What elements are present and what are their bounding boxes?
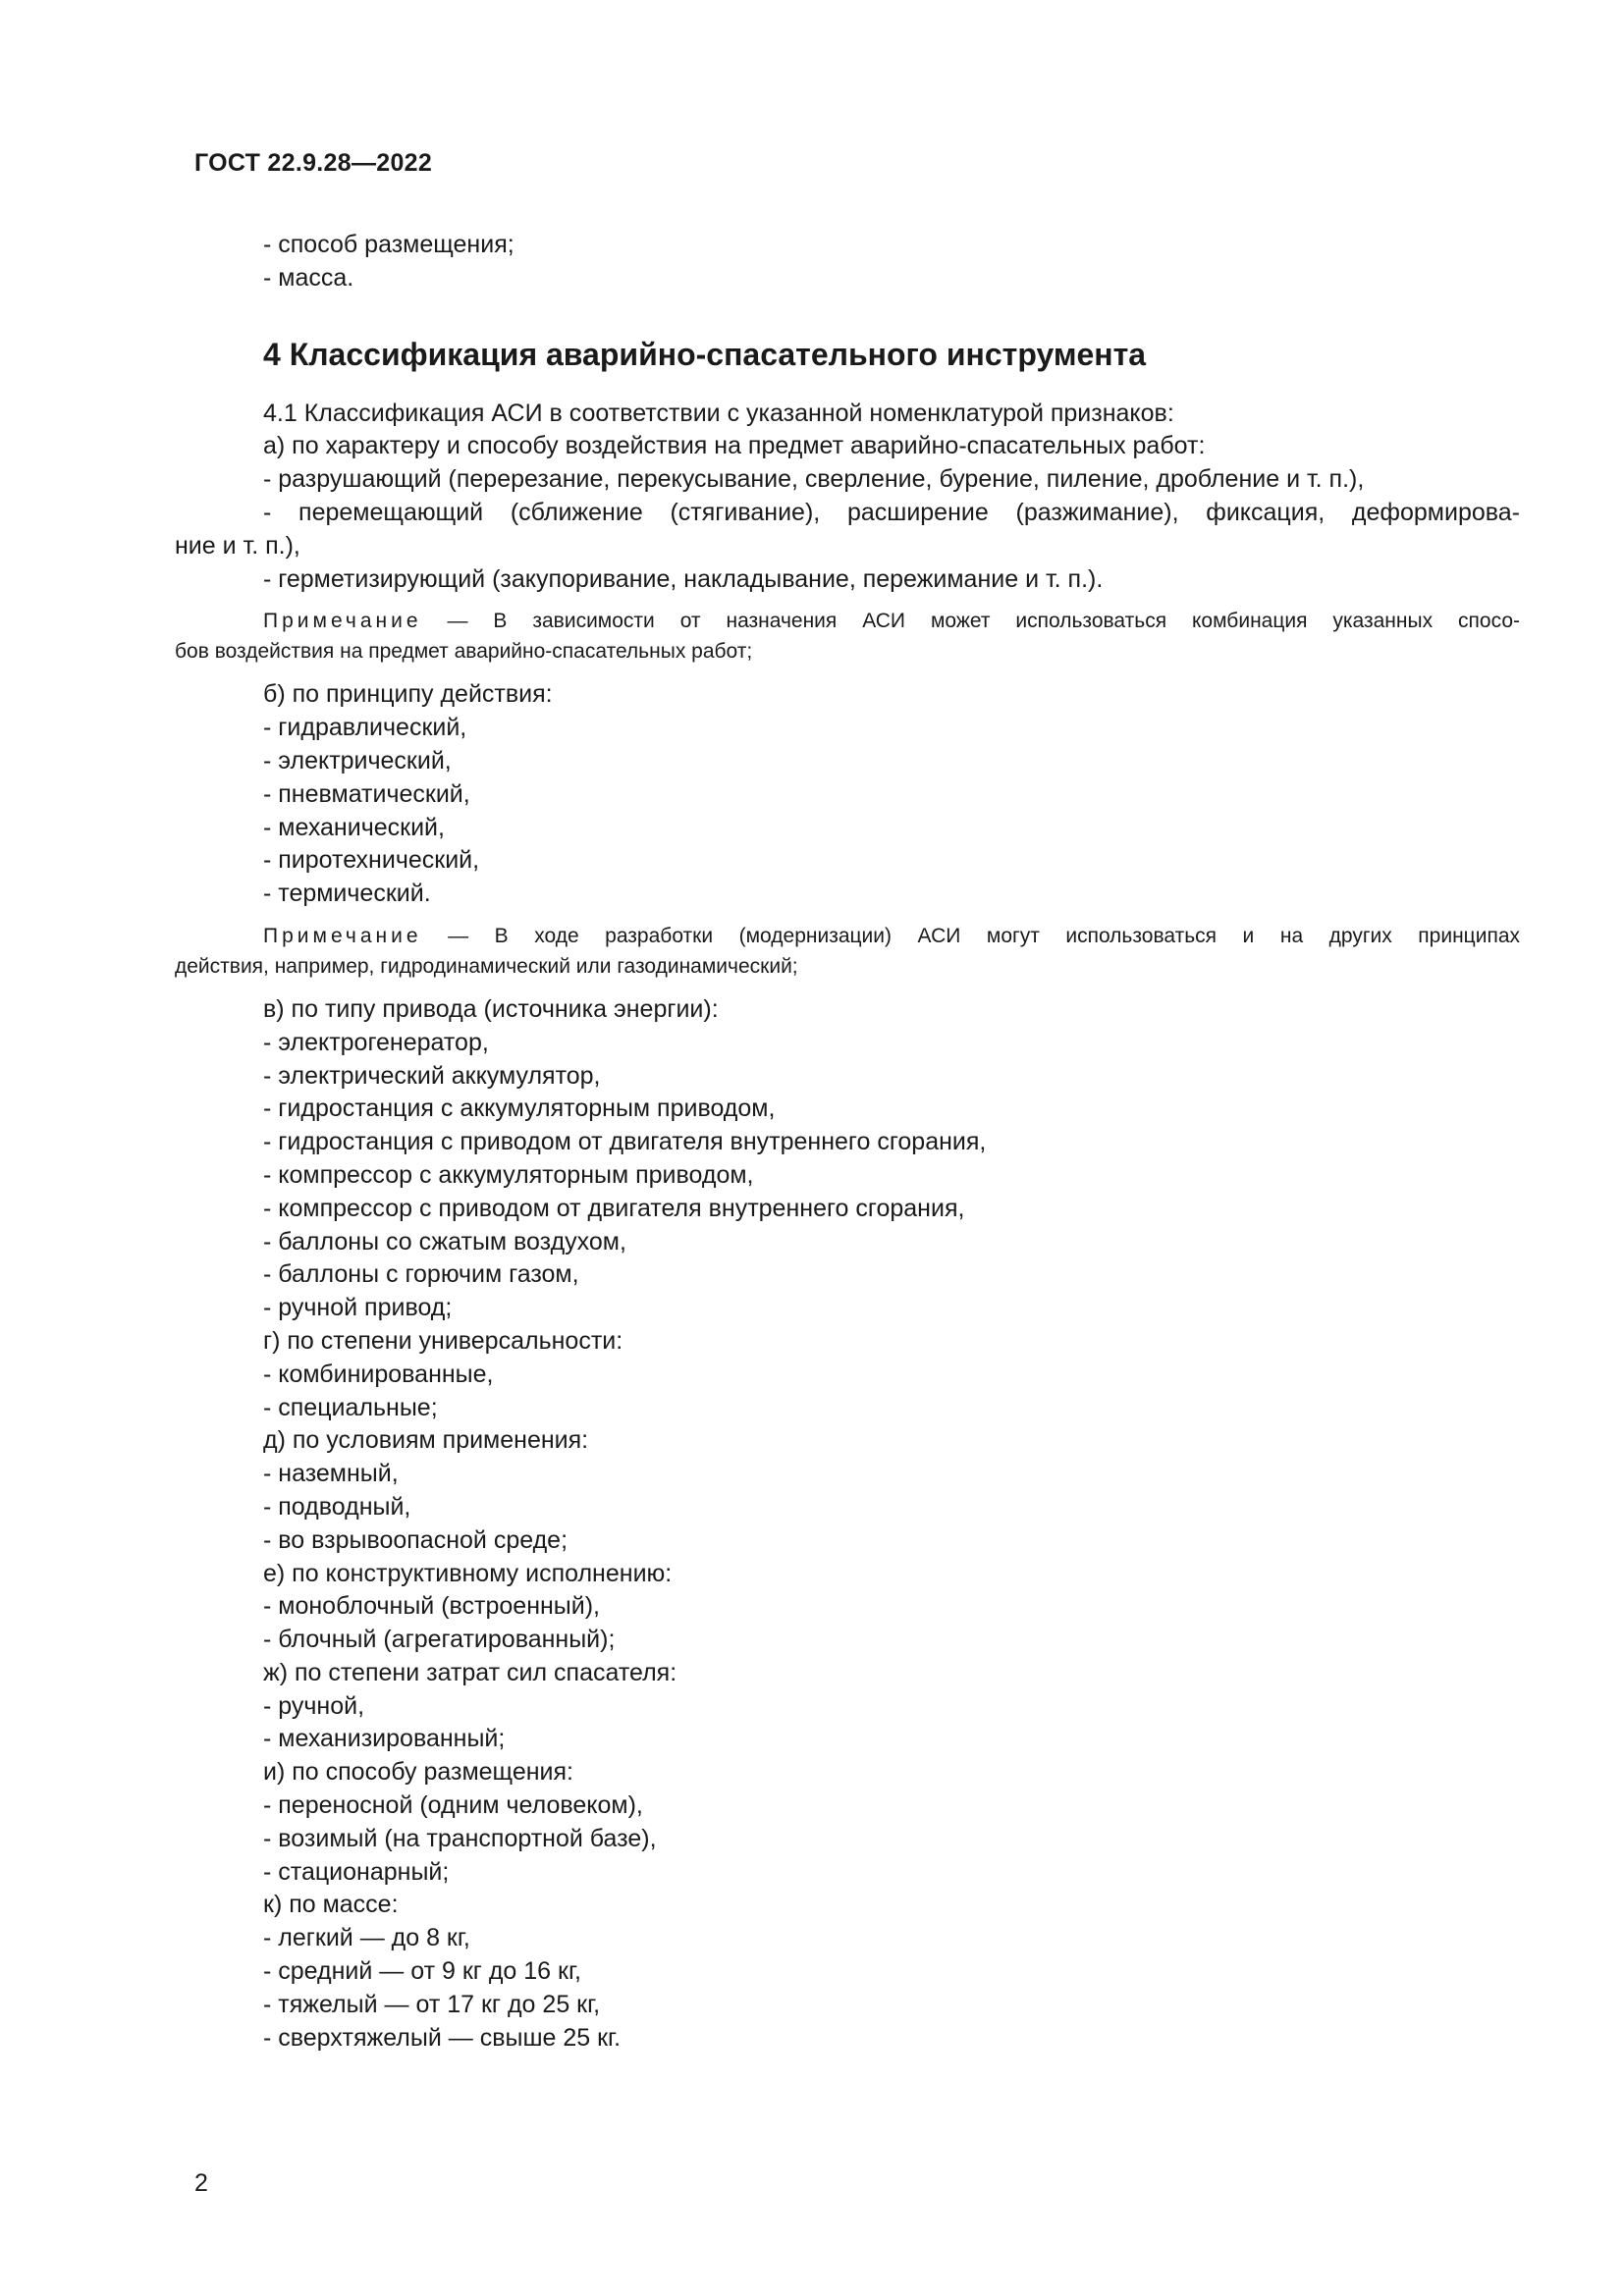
list-item: - средний — от 9 кг до 16 кг, xyxy=(263,1957,581,1986)
note-first-line xyxy=(175,921,1520,951)
note-2 xyxy=(175,921,1520,982)
note-continuation: бов воздействия на предмет аварийно-спасательных работ; xyxy=(175,640,753,664)
list-item: - пиротехнический, xyxy=(263,846,480,875)
note-label: Примечание xyxy=(263,924,422,947)
note-1 xyxy=(175,606,1520,667)
list-item: - электрический аккумулятор, xyxy=(263,1061,601,1090)
list-item: - электрический, xyxy=(263,746,452,774)
list-item: - блочный (агрегатированный); xyxy=(263,1626,616,1654)
classification-a xyxy=(175,398,1520,597)
page-number: 2 xyxy=(194,2169,208,2197)
list-item: - баллоны со сжатым воздухом, xyxy=(263,1227,626,1255)
document-body xyxy=(175,229,1520,2055)
list-item: - подводный, xyxy=(263,1492,411,1521)
list-item-continuation: ние и т. п.), xyxy=(175,531,300,560)
list-item: - ручной привод; xyxy=(263,1294,453,1322)
list-item: - тяжелый — от 17 кг до 25 кг, xyxy=(263,1990,601,2018)
list-item: д) по условиям применения: xyxy=(263,1426,589,1455)
list-item: б) по принципу действия: xyxy=(263,680,553,709)
list-item: - баллоны с горючим газом, xyxy=(263,1260,579,1289)
list-item: е) по конструктивному исполнению: xyxy=(263,1559,673,1587)
list-item: - способ размещения; xyxy=(263,231,514,258)
list-item: ж) по степени затрат сил спасателя: xyxy=(263,1658,677,1686)
classification-b xyxy=(175,678,1520,911)
list-item: к) по массе: xyxy=(263,1891,399,1919)
list-item: - компрессор с приводом от двигателя внутреннего сгорания, xyxy=(263,1194,965,1222)
classification-c xyxy=(175,993,1520,2056)
list-item: - во взрывоопасной среде; xyxy=(263,1525,568,1554)
list-item: - электрогенератор, xyxy=(263,1028,489,1056)
section-title: 4 Классификация аварийно-спасательного инструмента xyxy=(263,336,1147,372)
list-item: - переносной (одним человеком), xyxy=(263,1791,643,1820)
list-item: - гидравлический, xyxy=(263,714,467,742)
list-item: - разрушающий (перерезание, перекусывание, сверление, бурение, пиление, дробление и т. п.), xyxy=(263,465,1365,494)
list-item: - пневматический, xyxy=(263,779,470,808)
list-item: - ручной, xyxy=(263,1691,365,1720)
note-text: — В ходе разработки (модернизации) АСИ могут использоваться и на других принципах xyxy=(421,924,1520,947)
list-item-wrapped: - перемещающий (сближение (стягивание), расширение (разжимание), фиксация, деформирова- xyxy=(263,498,1520,526)
list-item: - компрессор с аккумуляторным приводом, xyxy=(263,1160,754,1189)
intro-list xyxy=(175,229,1520,295)
list-item: - масса. xyxy=(263,263,354,292)
note-text: — В зависимости от назначения АСИ может использоваться комбинация указанных спосо- xyxy=(421,610,1520,633)
list-item: а) по характеру и способу воздействия на предмет аварийно-спасательных работ: xyxy=(263,432,1206,460)
document-code: ГОСТ 22.9.28—2022 xyxy=(194,149,433,177)
list-item: - термический. xyxy=(263,880,431,908)
list-item: - сверхтяжелый — свыше 25 кг. xyxy=(263,2023,622,2052)
list-item: - гидростанция с аккумуляторным приводом, xyxy=(263,1095,776,1123)
list-item: г) по степени универсальности: xyxy=(263,1326,623,1355)
note-label: Примечание xyxy=(263,610,422,633)
paragraph-line: 4.1 Классификация АСИ в соответствии с указанной номенклатурой признаков: xyxy=(263,399,1174,427)
list-item: - гидростанция с приводом от двигателя внутреннего сгорания, xyxy=(263,1128,987,1156)
list-item: - моноблочный (встроенный), xyxy=(263,1592,601,1621)
list-item: - легкий — до 8 кг, xyxy=(263,1924,470,1952)
list-item: в) по типу привода (источника энергии): xyxy=(263,994,719,1023)
list-item: - специальные; xyxy=(263,1393,438,1421)
list-item: - стационарный; xyxy=(263,1857,450,1886)
list-item: - герметизирующий (закупоривание, накладывание, пережимание и т. п.). xyxy=(263,564,1104,593)
list-item: - наземный, xyxy=(263,1460,399,1488)
note-first-line xyxy=(175,606,1520,636)
list-item: - механизированный; xyxy=(263,1725,506,1753)
list-item: - комбинированные, xyxy=(263,1360,494,1388)
list-item: - возимый (на транспортной базе), xyxy=(263,1824,657,1852)
list-item: и) по способу размещения: xyxy=(263,1758,573,1787)
note-continuation: действия, например, гидродинамический или газодинамический; xyxy=(175,954,798,978)
list-item: - механический, xyxy=(263,813,445,841)
